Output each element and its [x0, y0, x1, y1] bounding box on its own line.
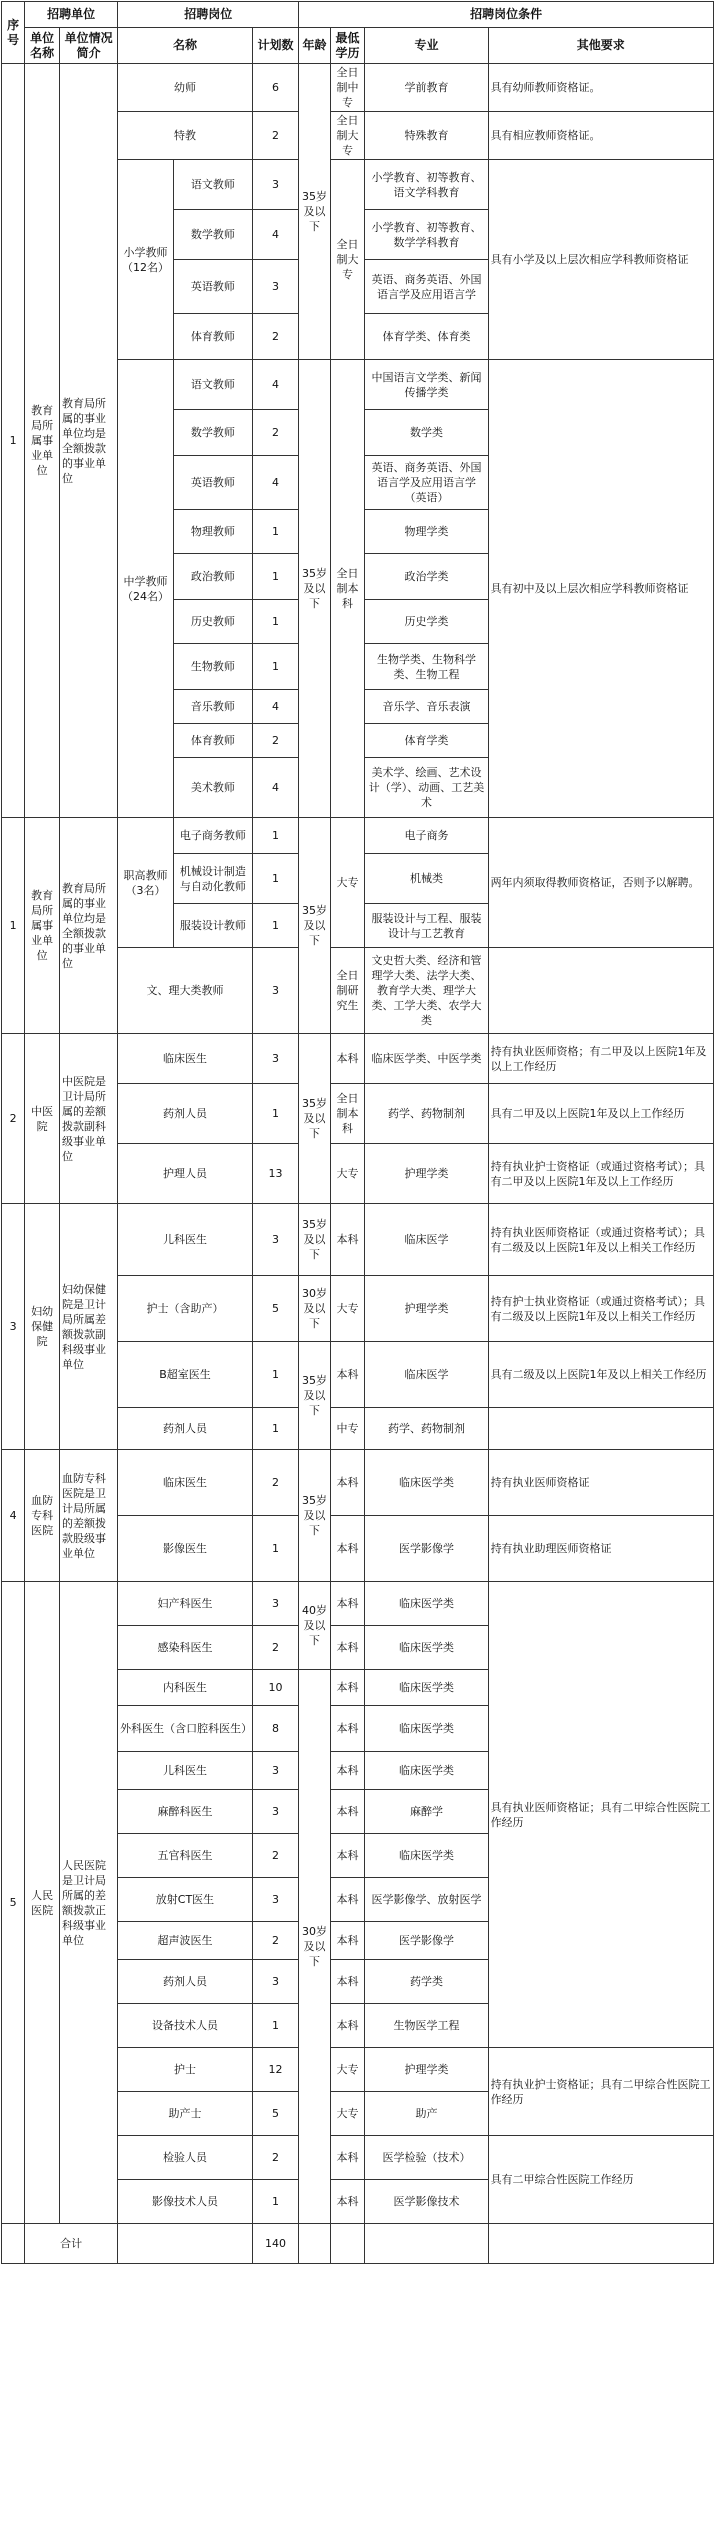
post-major: 小学教育、初等教育、数学学科教育 — [365, 210, 488, 260]
post-count: 1 — [252, 600, 298, 644]
total-label: 合计 — [25, 2224, 118, 2264]
post-other: 具有二甲综合性医院工作经历 — [488, 2136, 713, 2224]
post-name: 音乐教师 — [173, 690, 252, 724]
post-edu: 大专 — [330, 1276, 365, 1342]
post-group: 职高教师（3名） — [118, 818, 174, 948]
post-count: 2 — [252, 1834, 298, 1878]
post-other: 具有小学及以上层次相应学科教师资格证 — [488, 160, 713, 360]
post-edu: 大专 — [330, 818, 365, 948]
post-name: 感染科医生 — [118, 1626, 253, 1670]
header-other: 其他要求 — [488, 28, 713, 64]
post-major: 药学、药物制剂 — [365, 1084, 488, 1144]
post-major: 临床医学 — [365, 1342, 488, 1408]
header-unit-desc: 单位情况简介 — [60, 28, 118, 64]
post-name: 语文教师 — [173, 160, 252, 210]
header-post-name: 名称 — [118, 28, 253, 64]
post-count: 1 — [252, 1342, 298, 1408]
post-name: 文、理大类教师 — [118, 948, 253, 1034]
post-count: 3 — [252, 1878, 298, 1922]
post-count: 12 — [252, 2048, 298, 2092]
total-edu-cell — [330, 2224, 365, 2264]
post-major: 临床医学类 — [365, 1706, 488, 1752]
post-major: 美术学、绘画、艺术设计（学）、动画、工艺美术 — [365, 758, 488, 818]
post-name: 外科医生（含口腔科医生） — [118, 1706, 253, 1752]
post-edu: 本科 — [330, 1516, 365, 1582]
post-count: 2 — [252, 314, 298, 360]
post-edu: 全日制中专 — [330, 64, 365, 112]
post-age: 30岁及以下 — [299, 1276, 330, 1342]
post-other: 具有相应教师资格证。 — [488, 112, 713, 160]
post-edu: 本科 — [330, 2180, 365, 2224]
post-name: 药剂人员 — [118, 1084, 253, 1144]
post-count: 2 — [252, 724, 298, 758]
post-major: 学前教育 — [365, 64, 488, 112]
post-name: 护士（含助产） — [118, 1276, 253, 1342]
post-name: 电子商务教师 — [173, 818, 252, 854]
post-count: 2 — [252, 112, 298, 160]
post-name: 幼师 — [118, 64, 253, 112]
post-name: 妇产科医生 — [118, 1582, 253, 1626]
post-major: 临床医学类 — [365, 1582, 488, 1626]
post-age: 35岁及以下 — [299, 360, 330, 818]
total-major-cell — [365, 2224, 488, 2264]
unit-desc: 教育局所属的事业单位均是全额拨款的事业单位 — [60, 64, 118, 818]
header-plan: 计划数 — [252, 28, 298, 64]
post-other: 持有护士执业资格证（或通过资格考试）；具有二级及以上医院1年及以上相关工作经历 — [488, 1276, 713, 1342]
header-cond-group: 招聘岗位条件 — [299, 2, 714, 28]
post-count: 2 — [252, 1626, 298, 1670]
post-other — [488, 948, 713, 1034]
post-edu: 本科 — [330, 1034, 365, 1084]
post-edu: 大专 — [330, 2048, 365, 2092]
unit-seq: 3 — [2, 1204, 25, 1450]
unit-name: 中医院 — [25, 1034, 60, 1204]
post-count: 1 — [252, 818, 298, 854]
post-edu: 本科 — [330, 1706, 365, 1752]
post-other: 两年内须取得教师资格证，否则予以解聘。 — [488, 818, 713, 948]
post-edu: 本科 — [330, 1450, 365, 1516]
post-count: 4 — [252, 210, 298, 260]
post-count: 1 — [252, 2004, 298, 2048]
unit-seq: 2 — [2, 1034, 25, 1204]
post-major: 历史学类 — [365, 600, 488, 644]
post-count: 1 — [252, 554, 298, 600]
post-age: 35岁及以下 — [299, 1450, 330, 1582]
post-edu: 中专 — [330, 1408, 365, 1450]
post-name: 物理教师 — [173, 510, 252, 554]
post-name: 临床医生 — [118, 1034, 253, 1084]
post-count: 1 — [252, 1084, 298, 1144]
post-age: 40岁及以下 — [299, 1582, 330, 1670]
unit-desc: 中医院是卫计局所属的差额拨款副科级事业单位 — [60, 1034, 118, 1204]
post-major: 生物学类、生物科学类、生物工程 — [365, 644, 488, 690]
post-major: 医学影像学 — [365, 1922, 488, 1960]
total-other-cell — [488, 2224, 713, 2264]
post-major: 体育学类 — [365, 724, 488, 758]
unit-name: 血防专科医院 — [25, 1450, 60, 1582]
post-name: 数学教师 — [173, 210, 252, 260]
post-name: 麻醉科医生 — [118, 1790, 253, 1834]
post-count: 3 — [252, 948, 298, 1034]
post-count: 2 — [252, 1922, 298, 1960]
post-major: 临床医学类 — [365, 1450, 488, 1516]
post-count: 1 — [252, 510, 298, 554]
post-major: 药学、药物制剂 — [365, 1408, 488, 1450]
post-edu: 本科 — [330, 1670, 365, 1706]
post-count: 1 — [252, 1408, 298, 1450]
post-age: 30岁及以下 — [299, 1670, 330, 2224]
unit-seq: 5 — [2, 1582, 25, 2224]
post-edu: 全日制本科 — [330, 1084, 365, 1144]
post-name: B超室医生 — [118, 1342, 253, 1408]
post-other: 持有执业医师资格证（或通过资格考试）；具有二级及以上医院1年及以上相关工作经历 — [488, 1204, 713, 1276]
post-name: 服装设计教师 — [173, 904, 252, 948]
post-major: 体育学类、体育类 — [365, 314, 488, 360]
header-unit-name: 单位名称 — [25, 28, 60, 64]
unit-desc: 人民医院是卫计局所属的差额拨款正科级事业单位 — [60, 1582, 118, 2224]
post-major: 临床医学类 — [365, 1626, 488, 1670]
post-name: 儿科医生 — [118, 1204, 253, 1276]
post-count: 4 — [252, 456, 298, 510]
post-name: 助产士 — [118, 2092, 253, 2136]
unit-seq: 4 — [2, 1450, 25, 1582]
post-name: 历史教师 — [173, 600, 252, 644]
unit-seq: 1 — [2, 818, 25, 1034]
post-edu: 大专 — [330, 2092, 365, 2136]
header-post-group: 招聘岗位 — [118, 2, 299, 28]
post-major: 小学教育、初等教育、语文学科教育 — [365, 160, 488, 210]
unit-desc: 教育局所属的事业单位均是全额拨款的事业单位 — [60, 818, 118, 1034]
post-name: 英语教师 — [173, 260, 252, 314]
post-count: 13 — [252, 1144, 298, 1204]
post-major: 临床医学类、中医学类 — [365, 1034, 488, 1084]
post-edu: 本科 — [330, 1204, 365, 1276]
post-count: 1 — [252, 2180, 298, 2224]
post-other: 具有二甲及以上医院1年及以上工作经历 — [488, 1084, 713, 1144]
post-edu: 全日制研究生 — [330, 948, 365, 1034]
post-other: 持有执业医师资格；有二甲及以上医院1年及以上工作经历 — [488, 1034, 713, 1084]
post-group: 小学教师（12名） — [118, 160, 174, 360]
post-count: 2 — [252, 1450, 298, 1516]
post-major: 麻醉学 — [365, 1790, 488, 1834]
post-count: 8 — [252, 1706, 298, 1752]
post-major: 医学影像学 — [365, 1516, 488, 1582]
unit-seq: 1 — [2, 64, 25, 818]
post-count: 3 — [252, 1582, 298, 1626]
total-count: 140 — [252, 2224, 298, 2264]
post-major: 护理学类 — [365, 1144, 488, 1204]
post-count: 4 — [252, 758, 298, 818]
post-other: 持有执业护士资格证；具有二甲综合性医院工作经历 — [488, 2048, 713, 2136]
post-edu: 大专 — [330, 1144, 365, 1204]
post-count: 4 — [252, 690, 298, 724]
post-edu: 本科 — [330, 1878, 365, 1922]
post-other: 具有幼师教师资格证。 — [488, 64, 713, 112]
post-count: 3 — [252, 1790, 298, 1834]
post-name: 美术教师 — [173, 758, 252, 818]
total-seq-cell — [2, 2224, 25, 2264]
post-other: 具有初中及以上层次相应学科教师资格证 — [488, 360, 713, 818]
post-name: 英语教师 — [173, 456, 252, 510]
post-count: 3 — [252, 1034, 298, 1084]
post-name: 护理人员 — [118, 1144, 253, 1204]
post-count: 1 — [252, 904, 298, 948]
post-edu: 全日制本科 — [330, 360, 365, 818]
post-major: 护理学类 — [365, 1276, 488, 1342]
post-age: 35岁及以下 — [299, 1034, 330, 1204]
post-edu: 本科 — [330, 1834, 365, 1878]
post-name: 体育教师 — [173, 724, 252, 758]
post-other — [488, 1408, 713, 1450]
post-edu: 本科 — [330, 1342, 365, 1408]
post-major: 临床医学类 — [365, 1834, 488, 1878]
post-count: 3 — [252, 160, 298, 210]
post-name: 超声波医生 — [118, 1922, 253, 1960]
unit-name: 人民医院 — [25, 1582, 60, 2224]
post-other: 具有二级及以上医院1年及以上相关工作经历 — [488, 1342, 713, 1408]
post-name: 特教 — [118, 112, 253, 160]
post-major: 临床医学类 — [365, 1670, 488, 1706]
post-major: 服装设计与工程、服装设计与工艺教育 — [365, 904, 488, 948]
post-edu: 本科 — [330, 1582, 365, 1626]
post-age: 35岁及以下 — [299, 1204, 330, 1276]
post-name: 设备技术人员 — [118, 2004, 253, 2048]
post-name: 体育教师 — [173, 314, 252, 360]
post-major: 医学影像技术 — [365, 2180, 488, 2224]
unit-desc: 妇幼保健院是卫计局所属差额拨款副科级事业单位 — [60, 1204, 118, 1450]
post-edu: 本科 — [330, 1626, 365, 1670]
post-count: 5 — [252, 2092, 298, 2136]
header-major: 专业 — [365, 28, 488, 64]
post-name: 生物教师 — [173, 644, 252, 690]
post-count: 2 — [252, 2136, 298, 2180]
post-count: 1 — [252, 1516, 298, 1582]
post-major: 护理学类 — [365, 2048, 488, 2092]
total-age-cell — [299, 2224, 330, 2264]
header-edu: 最低学历 — [330, 28, 365, 64]
post-name: 五官科医生 — [118, 1834, 253, 1878]
post-major: 中国语言文学类、新闻传播学类 — [365, 360, 488, 410]
post-major: 音乐学、音乐表演 — [365, 690, 488, 724]
post-edu: 本科 — [330, 1752, 365, 1790]
unit-name: 妇幼保健院 — [25, 1204, 60, 1450]
post-count: 3 — [252, 1960, 298, 2004]
post-name: 儿科医生 — [118, 1752, 253, 1790]
post-name: 护士 — [118, 2048, 253, 2092]
post-count: 5 — [252, 1276, 298, 1342]
post-group: 中学教师（24名） — [118, 360, 174, 818]
post-major: 助产 — [365, 2092, 488, 2136]
post-name: 放射CT医生 — [118, 1878, 253, 1922]
post-count: 1 — [252, 854, 298, 904]
post-name: 影像技术人员 — [118, 2180, 253, 2224]
post-edu: 本科 — [330, 2004, 365, 2048]
header-unit-group: 招聘单位 — [25, 2, 118, 28]
post-major: 物理学类 — [365, 510, 488, 554]
total-post-cell — [118, 2224, 253, 2264]
post-major: 机械类 — [365, 854, 488, 904]
post-name: 检验人员 — [118, 2136, 253, 2180]
post-major: 政治学类 — [365, 554, 488, 600]
post-name: 机械设计制造与自动化教师 — [173, 854, 252, 904]
post-name: 临床医生 — [118, 1450, 253, 1516]
header-age: 年龄 — [299, 28, 330, 64]
post-count: 4 — [252, 360, 298, 410]
post-count: 3 — [252, 1204, 298, 1276]
post-name: 数学教师 — [173, 410, 252, 456]
unit-name: 教育局所属事业单位 — [25, 818, 60, 1034]
post-other: 持有执业医师资格证 — [488, 1450, 713, 1516]
post-major: 文史哲大类、经济和管理学大类、法学大类、教育学大类、理学大类、工学大类、农学大类 — [365, 948, 488, 1034]
post-major: 数学类 — [365, 410, 488, 456]
header-seq: 序号 — [2, 2, 25, 64]
post-name: 语文教师 — [173, 360, 252, 410]
post-count: 2 — [252, 410, 298, 456]
recruitment-table — [1, 1, 714, 2264]
post-edu: 全日制大专 — [330, 160, 365, 360]
post-major: 生物医学工程 — [365, 2004, 488, 2048]
post-count: 3 — [252, 1752, 298, 1790]
post-name: 药剂人员 — [118, 1408, 253, 1450]
post-major: 特殊教育 — [365, 112, 488, 160]
post-edu: 本科 — [330, 2136, 365, 2180]
post-name: 内科医生 — [118, 1670, 253, 1706]
post-other: 持有执业护士资格证（或通过资格考试）；具有二甲及以上医院1年及以上工作经历 — [488, 1144, 713, 1204]
post-edu: 全日制大专 — [330, 112, 365, 160]
post-major: 临床医学 — [365, 1204, 488, 1276]
post-major: 英语、商务英语、外国语言学及应用语言学（英语） — [365, 456, 488, 510]
post-count: 10 — [252, 1670, 298, 1706]
post-name: 政治教师 — [173, 554, 252, 600]
post-name: 影像医生 — [118, 1516, 253, 1582]
post-age: 35岁及以下 — [299, 818, 330, 1034]
post-edu: 本科 — [330, 1922, 365, 1960]
post-other: 持有执业助理医师资格证 — [488, 1516, 713, 1582]
post-major: 医学影像学、放射医学 — [365, 1878, 488, 1922]
post-name: 药剂人员 — [118, 1960, 253, 2004]
post-major: 英语、商务英语、外国语言学及应用语言学 — [365, 260, 488, 314]
post-age: 35岁及以下 — [299, 64, 330, 360]
post-other: 具有执业医师资格证；具有二甲综合性医院工作经历 — [488, 1582, 713, 2048]
post-major: 临床医学类 — [365, 1752, 488, 1790]
post-count: 3 — [252, 260, 298, 314]
post-edu: 本科 — [330, 1790, 365, 1834]
post-major: 电子商务 — [365, 818, 488, 854]
post-edu: 本科 — [330, 1960, 365, 2004]
post-count: 1 — [252, 644, 298, 690]
unit-desc: 血防专科医院是卫计局所属的差额拨款股级事业单位 — [60, 1450, 118, 1582]
post-count: 6 — [252, 64, 298, 112]
post-major: 药学类 — [365, 1960, 488, 2004]
post-age: 35岁及以下 — [299, 1342, 330, 1450]
post-major: 医学检验（技术） — [365, 2136, 488, 2180]
unit-name: 教育局所属事业单位 — [25, 64, 60, 818]
